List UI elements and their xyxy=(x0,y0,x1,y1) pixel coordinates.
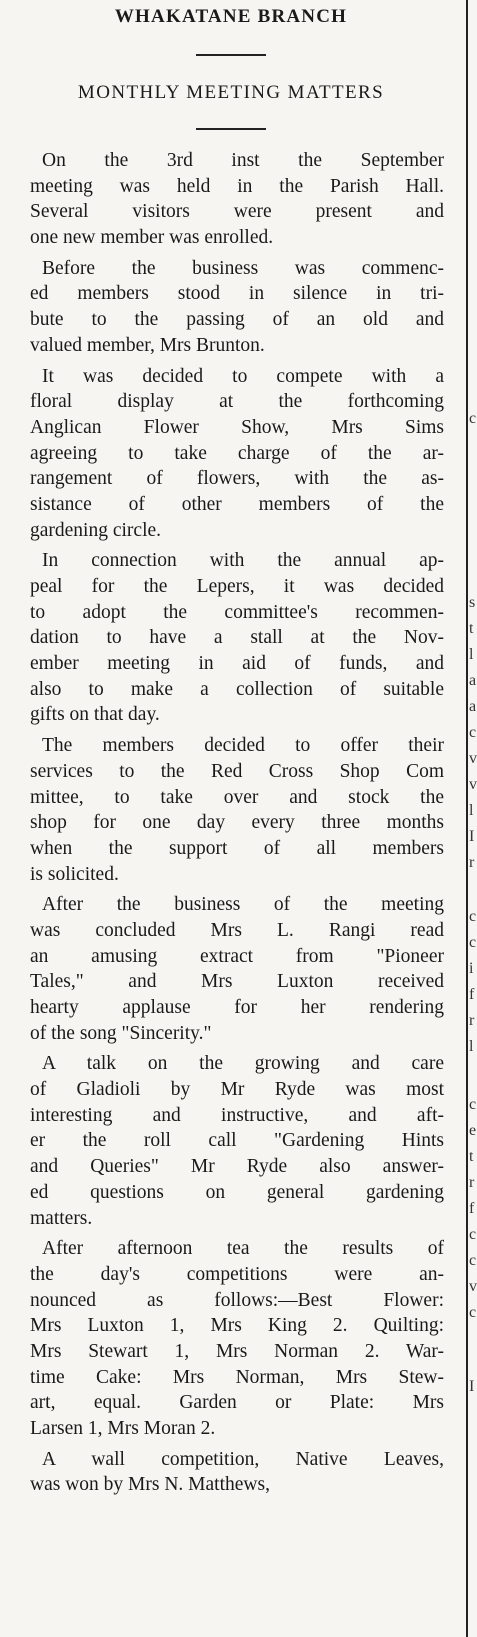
clipped-letter: c xyxy=(469,1096,477,1113)
paragraph xyxy=(0,148,462,251)
text-line: meeting was held in the Parish Hall. xyxy=(30,175,444,197)
clipped-letter: t xyxy=(469,1148,474,1165)
text-line: Several visitors were present and xyxy=(30,201,444,223)
clipped-letter: v xyxy=(469,776,477,793)
text-line: was concluded Mrs L. Rangi read xyxy=(30,919,444,941)
clipped-letter: c xyxy=(469,934,477,951)
text-line: After afternoon tea the results of xyxy=(42,1238,444,1260)
clipped-letter: l xyxy=(469,802,474,819)
clipped-letter: c xyxy=(469,1252,477,1269)
text-line: was won by Mrs N. Matthews, xyxy=(30,1474,270,1496)
text-line: It was decided to compete with a xyxy=(42,365,444,387)
text-line: the day's competitions were an- xyxy=(30,1263,444,1285)
text-line: A wall competition, Native Leaves, xyxy=(42,1448,444,1470)
text-line: sistance of other members of the xyxy=(30,493,444,515)
article-headline: MONTHLY MEETING MATTERS xyxy=(77,82,385,103)
clipped-letter: c xyxy=(469,908,477,925)
clipped-letter: c xyxy=(469,410,477,427)
text-line: an amusing extract from "Pioneer xyxy=(30,945,444,967)
text-line: gifts on that day. xyxy=(30,704,160,726)
clipped-letter: s xyxy=(469,594,476,611)
text-line: ed questions on general gardening xyxy=(30,1181,444,1203)
clipped-letter: r xyxy=(469,854,475,871)
text-line: The members decided to offer their xyxy=(42,735,444,757)
clipped-letter: t xyxy=(469,620,474,637)
clipped-letter: I xyxy=(469,1378,475,1395)
text-line: Anglican Flower Show, Mrs Sims xyxy=(30,416,444,438)
text-line: gardening circle. xyxy=(30,519,162,541)
text-line: rangement of flowers, with the as- xyxy=(30,468,444,490)
text-line: peal for the Lepers, it was decided xyxy=(30,576,444,597)
text-line: er the roll call "Gardening Hints xyxy=(30,1130,444,1152)
title-divider xyxy=(196,54,266,56)
clipped-letter: a xyxy=(469,698,477,715)
text-line: In connection with the annual ap- xyxy=(42,550,444,572)
text-line: agreeing to take charge of the ar- xyxy=(30,442,444,464)
text-line: interesting and instructive, and aft- xyxy=(30,1104,444,1126)
clipped-letter: c xyxy=(469,1226,477,1243)
text-line: to adopt the committee's recommen- xyxy=(30,601,444,623)
text-line: Larsen 1, Mrs Moran 2. xyxy=(30,1418,216,1439)
text-line: hearty applause for her rendering xyxy=(30,997,444,1018)
clipped-letter: c xyxy=(469,724,477,741)
text-line: time Cake: Mrs Norman, Mrs Stew- xyxy=(30,1366,444,1388)
text-line: art, equal. Garden or Plate: Mrs xyxy=(30,1392,444,1414)
clipped-letter: v xyxy=(469,1278,477,1295)
text-line: mittee, to take over and stock the xyxy=(30,786,444,808)
headline-divider xyxy=(196,128,266,130)
clipped-letter: r xyxy=(469,1012,475,1029)
text-line: A talk on the growing and care xyxy=(42,1053,444,1075)
text-line: services to the Red Cross Shop Com xyxy=(30,760,444,782)
text-line: ed members stood in silence in tri- xyxy=(30,283,444,305)
text-line: and Queries" Mr Ryde also answer- xyxy=(30,1156,444,1178)
text-line: of the song "Sincerity." xyxy=(30,1022,212,1044)
text-line: bute to the passing of an old and xyxy=(30,309,444,331)
text-line: Tales," and Mrs Luxton received xyxy=(30,971,444,993)
text-line: Before the business was commenc- xyxy=(42,257,444,279)
paragraph xyxy=(0,733,462,887)
text-line: when the support of all members xyxy=(30,837,444,859)
text-line: also to make a collection of suitable xyxy=(30,678,444,700)
text-line: valued member, Mrs Brunton. xyxy=(30,334,265,356)
paragraph xyxy=(0,256,462,359)
text-line: is solicited. xyxy=(30,863,119,885)
column-rule xyxy=(466,0,468,1637)
clipped-letter: l xyxy=(469,646,474,663)
text-line: nounced as follows:—Best Flower: xyxy=(30,1289,444,1311)
paragraph xyxy=(0,892,462,1046)
clipped-letter: v xyxy=(469,750,477,767)
text-line: one new member was enrolled. xyxy=(30,227,274,249)
clipped-letter: i xyxy=(469,960,474,977)
clipped-letter: f xyxy=(469,1200,475,1217)
text-line: ember meeting in aid of funds, and xyxy=(30,653,444,675)
paragraph xyxy=(0,1051,462,1231)
clipped-letter: l xyxy=(469,1038,474,1055)
clipped-letter: a xyxy=(469,672,477,689)
paragraph xyxy=(0,364,462,544)
clipped-letter: e xyxy=(469,1122,477,1139)
clipped-letter: c xyxy=(469,1304,477,1321)
text-line: On the 3rd inst the September xyxy=(42,150,444,171)
paragraph xyxy=(0,1236,462,1442)
text-line: matters. xyxy=(30,1207,93,1229)
clipped-letter: f xyxy=(469,986,475,1003)
text-line: shop for one day every three months xyxy=(30,812,444,834)
text-line: floral display at the forthcoming xyxy=(30,391,444,413)
text-line: Mrs Luxton 1, Mrs King 2. Quilting: xyxy=(30,1315,444,1337)
adjacent-column-fragment xyxy=(469,0,476,1637)
branch-title: WHAKATANE BRANCH xyxy=(114,6,348,27)
text-line: of Gladioli by Mr Ryde was most xyxy=(30,1079,444,1101)
paragraph xyxy=(0,548,462,728)
article-body xyxy=(0,148,462,1498)
paragraph xyxy=(0,1447,462,1498)
clipped-letter: r xyxy=(469,1174,475,1191)
text-line: Mrs Stewart 1, Mrs Norman 2. War- xyxy=(30,1340,444,1362)
text-line: dation to have a stall at the Nov- xyxy=(30,627,444,649)
text-line: After the business of the meeting xyxy=(42,894,444,916)
clipped-letter: I xyxy=(469,828,475,845)
